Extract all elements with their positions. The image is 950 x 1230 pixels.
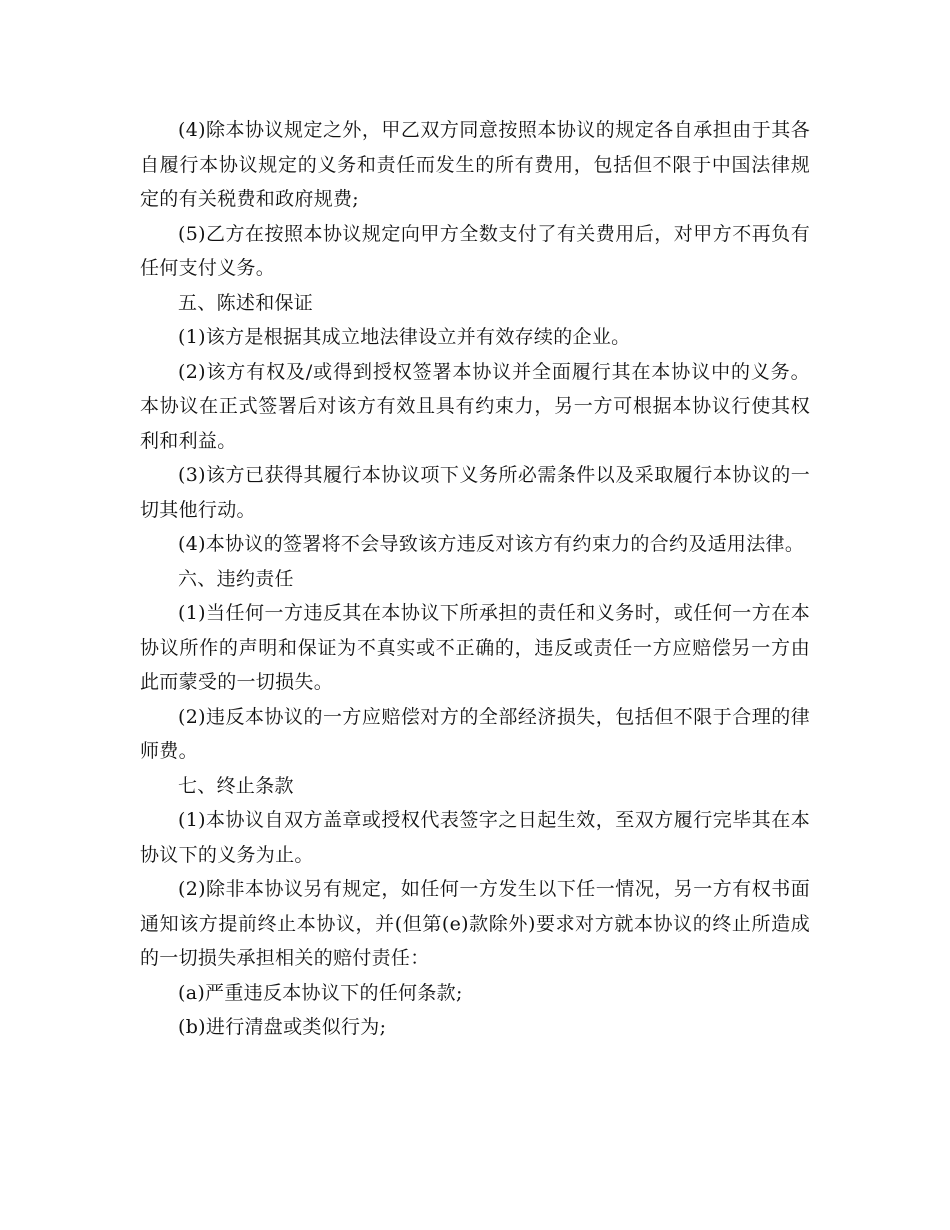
clause-1-breach-compensation: (1)当任何一方违反其在本协议下所承担的责任和义务时，或任何一方在本协议所作的声明和保证为不真实或不正确的，违反或责任一方应赔偿另一方由此而蒙受的一切损失。 (140, 602, 810, 693)
clause-2-economic-loss: (2)违反本协议的一方应赔偿对方的全部经济损失，包括但不限于合理的律师费。 (140, 705, 810, 762)
clause-2-authority: (2)该方有权及/或得到授权签署本协议并全面履行其在本协议中的义务。本协议在正式签署后对该方有效且具有约束力，另一方可根据本协议行使其权利和利益。 (140, 360, 810, 452)
clause-2-early-termination: (2)除非本协议另有规定，如任何一方发生以下任一情况，另一方有权书面通知该方提前终止本协议，并(但第(e)款除外)要求对方就本协议的终止所造成的一切损失承担相关的赔付责任： (140, 878, 810, 969)
clause-1-effective-period: (1)本协议自双方盖章或授权代表签字之日起生效，至双方履行完毕其在本协议下的义务为止。 (140, 809, 810, 866)
section-heading-termination: 七、终止条款 (178, 774, 294, 797)
document-body (140, 113, 810, 1045)
clause-4-cost-bearing: (4)除本协议规定之外，甲乙双方同意按照本协议的规定各自承担由于其各自履行本协议规定的义务和责任而发生的所有费用，包括但不限于中国法律规定的有关税费和政府规费; (140, 119, 810, 210)
item-a-serious-breach: (a)严重违反本协议下的任何条款; (178, 981, 463, 1004)
item-b-liquidation: (b)进行清盘或类似行为; (178, 1016, 387, 1038)
section-heading-representations: 五、陈述和保证 (178, 291, 314, 314)
clause-5-payment-discharge: (5)乙方在按照本协议规定向甲方全数支付了有关费用后，对甲方不再负有任何支付义务。 (140, 222, 810, 279)
clause-4-no-violation: (4)本协议的签署将不会导致该方违反对该方有约束力的合约及适用法律。 (178, 533, 805, 555)
section-heading-liability: 六、违约责任 (178, 567, 294, 590)
clause-3-conditions: (3)该方已获得其履行本协议项下义务所必需条件以及采取履行本协议的一切其他行动。 (140, 464, 810, 521)
clause-1-valid-existence: (1)该方是根据其成立地法律设立并有效存续的企业。 (178, 326, 631, 348)
